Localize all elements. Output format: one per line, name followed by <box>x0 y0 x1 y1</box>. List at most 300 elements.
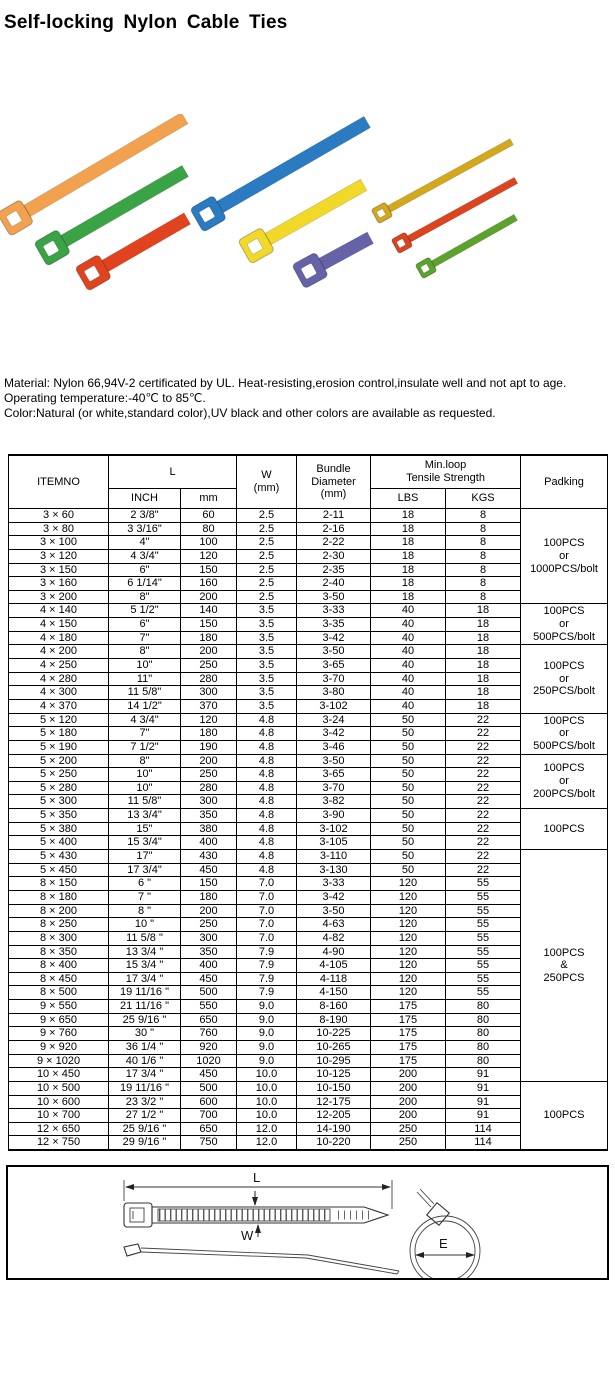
table-row <box>9 1081 608 1095</box>
cable-tie-green-small <box>415 210 520 278</box>
bundle-diameter-cell: 4-90 <box>297 945 371 959</box>
lbs-cell: 40 <box>371 659 446 673</box>
itemno-cell: 3 × 160 <box>9 577 109 591</box>
inch-cell: 10" <box>109 768 181 782</box>
itemno-cell: 3 × 60 <box>9 509 109 523</box>
w-cell: 3.5 <box>237 645 297 659</box>
mm-cell: 140 <box>181 604 237 618</box>
itemno-cell: 4 × 300 <box>9 686 109 700</box>
table-row <box>9 795 608 809</box>
itemno-cell: 3 × 100 <box>9 536 109 550</box>
label-E: E <box>439 1236 448 1252</box>
mm-cell: 380 <box>181 822 237 836</box>
mm-cell: 750 <box>181 1136 237 1150</box>
inch-cell: 30 " <box>109 1027 181 1041</box>
w-cell: 2.5 <box>237 522 297 536</box>
color-note: Color:Natural (or white,standard color),UV black and other colors are available as requested. <box>4 406 496 420</box>
col-width <box>237 455 297 509</box>
bundle-diameter-cell: 3-130 <box>297 863 371 877</box>
bundle-diameter-cell: 3-42 <box>297 727 371 741</box>
mm-cell: 190 <box>181 740 237 754</box>
lbs-cell: 175 <box>371 1054 446 1068</box>
mm-cell: 80 <box>181 522 237 536</box>
itemno-cell: 3 × 120 <box>9 549 109 563</box>
inch-cell: 14 1/2" <box>109 699 181 713</box>
lbs-cell: 175 <box>371 1027 446 1041</box>
bundle-diameter-cell: 3-102 <box>297 699 371 713</box>
lbs-cell: 50 <box>371 850 446 864</box>
kgs-cell: 22 <box>446 727 521 741</box>
table-row <box>9 1027 608 1041</box>
kgs-cell: 18 <box>446 672 521 686</box>
w-cell: 12.0 <box>237 1122 297 1136</box>
mm-cell: 400 <box>181 836 237 850</box>
lbs-cell: 50 <box>371 822 446 836</box>
bundle-diameter-cell: 3-35 <box>297 618 371 632</box>
bundle-diameter-cell: 3-110 <box>297 850 371 864</box>
dimension-diagram <box>6 1165 609 1280</box>
lbs-cell: 18 <box>371 563 446 577</box>
mm-cell: 200 <box>181 904 237 918</box>
lbs-cell: 120 <box>371 877 446 891</box>
kgs-cell: 22 <box>446 768 521 782</box>
table-row <box>9 1095 608 1109</box>
w-cell: 7.0 <box>237 890 297 904</box>
kgs-cell: 55 <box>446 959 521 973</box>
itemno-cell: 9 × 760 <box>9 1027 109 1041</box>
kgs-cell: 55 <box>446 890 521 904</box>
kgs-cell: 18 <box>446 604 521 618</box>
packing-cell: 100PCS or 500PCS/bolt <box>521 604 608 645</box>
bundle-diameter-cell: 14-190 <box>297 1122 371 1136</box>
itemno-cell: 10 × 600 <box>9 1095 109 1109</box>
kgs-cell: 22 <box>446 809 521 823</box>
inch-cell: 36 1/4 " <box>109 1040 181 1054</box>
w-cell: 2.5 <box>237 563 297 577</box>
bundle-diameter-cell: 3-50 <box>297 754 371 768</box>
bundle-diameter-cell: 8-190 <box>297 1013 371 1027</box>
itemno-cell: 5 × 180 <box>9 727 109 741</box>
lbs-cell: 50 <box>371 795 446 809</box>
inch-cell: 10" <box>109 659 181 673</box>
itemno-cell: 9 × 550 <box>9 1000 109 1014</box>
lbs-cell: 50 <box>371 768 446 782</box>
lbs-cell: 18 <box>371 536 446 550</box>
col-packing: Padking <box>521 455 608 509</box>
bundle-diameter-cell: 10-125 <box>297 1068 371 1082</box>
kgs-cell: 55 <box>446 918 521 932</box>
bundle-diameter-cell: 3-33 <box>297 604 371 618</box>
cable-tie-top-view <box>124 1203 388 1227</box>
mm-cell: 650 <box>181 1122 237 1136</box>
table-row <box>9 781 608 795</box>
bundle-diameter-cell: 3-102 <box>297 822 371 836</box>
bundle-diameter-cell: 3-65 <box>297 768 371 782</box>
w-cell: 4.8 <box>237 768 297 782</box>
mm-cell: 150 <box>181 618 237 632</box>
inch-cell: 8" <box>109 590 181 604</box>
w-cell: 3.5 <box>237 618 297 632</box>
mm-cell: 180 <box>181 727 237 741</box>
width-dimension <box>241 1191 258 1243</box>
itemno-cell: 3 × 200 <box>9 590 109 604</box>
lbs-cell: 40 <box>371 631 446 645</box>
w-cell: 7.9 <box>237 959 297 973</box>
kgs-cell: 55 <box>446 986 521 1000</box>
packing-cell: 100PCS or 500PCS/bolt <box>521 713 608 754</box>
table-row <box>9 822 608 836</box>
lbs-cell: 250 <box>371 1122 446 1136</box>
kgs-cell: 91 <box>446 1109 521 1123</box>
product-photos <box>0 114 615 334</box>
col-itemno: ITEMNO <box>9 455 109 509</box>
bundle-diameter-cell: 4-118 <box>297 972 371 986</box>
table-row <box>9 604 608 618</box>
cable-tie-blue <box>190 114 374 232</box>
w-cell: 9.0 <box>237 1013 297 1027</box>
itemno-cell: 8 × 300 <box>9 931 109 945</box>
inch-cell: 8" <box>109 754 181 768</box>
kgs-cell: 18 <box>446 699 521 713</box>
lbs-cell: 120 <box>371 959 446 973</box>
bundle-diameter-cell: 3-50 <box>297 645 371 659</box>
inch-cell: 11 5/8" <box>109 795 181 809</box>
inch-cell: 10" <box>109 781 181 795</box>
mm-cell: 400 <box>181 959 237 973</box>
inch-cell: 17 3/4" <box>109 863 181 877</box>
bundle-diameter-cell: 10-220 <box>297 1136 371 1150</box>
table-row <box>9 754 608 768</box>
kgs-cell: 22 <box>446 850 521 864</box>
inch-cell: 4" <box>109 536 181 550</box>
lbs-cell: 120 <box>371 931 446 945</box>
kgs-cell: 18 <box>446 686 521 700</box>
w-cell: 4.8 <box>237 740 297 754</box>
material-note: Material: Nylon 66,94V-2 certificated by UL. Heat-resisting,erosion control,insulate well and not apt to age. <box>4 376 567 390</box>
kgs-cell: 55 <box>446 972 521 986</box>
col-kgs: KGS <box>446 489 521 509</box>
inch-cell: 25 9/16 " <box>109 1122 181 1136</box>
kgs-cell: 80 <box>446 1013 521 1027</box>
itemno-cell: 10 × 700 <box>9 1109 109 1123</box>
w-cell: 4.8 <box>237 781 297 795</box>
w-cell: 10.0 <box>237 1068 297 1082</box>
cable-ties-photo <box>0 114 615 334</box>
bundle-diameter-cell: 3-42 <box>297 631 371 645</box>
table-row <box>9 1000 608 1014</box>
w-cell: 10.0 <box>237 1109 297 1123</box>
inch-cell: 8 " <box>109 904 181 918</box>
header-line: Diameter <box>311 475 356 488</box>
inch-cell: 10 " <box>109 918 181 932</box>
kgs-cell: 80 <box>446 1027 521 1041</box>
lbs-cell: 40 <box>371 604 446 618</box>
col-min-loop-tensile <box>371 455 521 489</box>
w-cell: 2.5 <box>237 509 297 523</box>
itemno-cell: 5 × 280 <box>9 781 109 795</box>
temperature-note: Operating temperature:-40℃ to 85℃. <box>4 391 206 405</box>
mm-cell: 280 <box>181 781 237 795</box>
table-row <box>9 522 608 536</box>
table-row <box>9 890 608 904</box>
w-cell: 12.0 <box>237 1136 297 1150</box>
table-row <box>9 836 608 850</box>
mm-cell: 160 <box>181 577 237 591</box>
lbs-cell: 18 <box>371 509 446 523</box>
w-cell: 4.8 <box>237 713 297 727</box>
kgs-cell: 80 <box>446 1054 521 1068</box>
lbs-cell: 50 <box>371 809 446 823</box>
inch-cell: 29 9/16 " <box>109 1136 181 1150</box>
kgs-cell: 22 <box>446 781 521 795</box>
inch-cell: 7 " <box>109 890 181 904</box>
w-cell: 7.9 <box>237 945 297 959</box>
length-dimension <box>124 1170 392 1209</box>
header-line: (mm) <box>253 482 280 494</box>
w-cell: 4.8 <box>237 822 297 836</box>
cable-tie-side-view <box>124 1244 399 1274</box>
itemno-cell: 3 × 80 <box>9 522 109 536</box>
lbs-cell: 40 <box>371 618 446 632</box>
cable-tie-green <box>34 159 192 266</box>
mm-cell: 300 <box>181 795 237 809</box>
w-cell: 3.5 <box>237 659 297 673</box>
table-row <box>9 768 608 782</box>
bundle-diameter-cell: 4-63 <box>297 918 371 932</box>
col-inch: INCH <box>109 489 181 509</box>
table-row <box>9 918 608 932</box>
cable-tie-red-small <box>391 173 520 253</box>
table-row <box>9 631 608 645</box>
inch-cell: 15" <box>109 822 181 836</box>
kgs-cell: 80 <box>446 1040 521 1054</box>
kgs-cell: 55 <box>446 945 521 959</box>
kgs-cell: 55 <box>446 931 521 945</box>
inch-cell: 17 3/4 " <box>109 972 181 986</box>
table-row <box>9 809 608 823</box>
itemno-cell: 5 × 450 <box>9 863 109 877</box>
mm-cell: 350 <box>181 945 237 959</box>
table-row <box>9 850 608 864</box>
lbs-cell: 120 <box>371 904 446 918</box>
w-cell: 4.8 <box>237 863 297 877</box>
lbs-cell: 50 <box>371 740 446 754</box>
mm-cell: 450 <box>181 1068 237 1082</box>
lbs-cell: 40 <box>371 686 446 700</box>
table-row <box>9 727 608 741</box>
mm-cell: 250 <box>181 918 237 932</box>
table-row <box>9 972 608 986</box>
kgs-cell: 114 <box>446 1122 521 1136</box>
w-cell: 2.5 <box>237 577 297 591</box>
bundle-diameter-cell: 3-105 <box>297 836 371 850</box>
inch-cell: 6" <box>109 618 181 632</box>
mm-cell: 120 <box>181 549 237 563</box>
kgs-cell: 22 <box>446 740 521 754</box>
kgs-cell: 22 <box>446 836 521 850</box>
table-row <box>9 1122 608 1136</box>
table-row <box>9 577 608 591</box>
lbs-cell: 200 <box>371 1081 446 1095</box>
inch-cell: 3 3/16" <box>109 522 181 536</box>
kgs-cell: 18 <box>446 631 521 645</box>
inch-cell: 2 3/8" <box>109 509 181 523</box>
inch-cell: 19 11/16 " <box>109 1081 181 1095</box>
itemno-cell: 5 × 190 <box>9 740 109 754</box>
table-row <box>9 904 608 918</box>
inch-cell: 7" <box>109 727 181 741</box>
mm-cell: 450 <box>181 972 237 986</box>
kgs-cell: 8 <box>446 577 521 591</box>
itemno-cell: 4 × 140 <box>9 604 109 618</box>
mm-cell: 700 <box>181 1109 237 1123</box>
mm-cell: 500 <box>181 1081 237 1095</box>
mm-cell: 600 <box>181 1095 237 1109</box>
bundle-diameter-cell: 3-80 <box>297 686 371 700</box>
kgs-cell: 91 <box>446 1095 521 1109</box>
w-cell: 3.5 <box>237 699 297 713</box>
packing-cell: 100PCS or 1000PCS/bolt <box>521 509 608 604</box>
bundle-diameter-cell: 3-50 <box>297 904 371 918</box>
col-mm: mm <box>181 489 237 509</box>
w-cell: 4.8 <box>237 754 297 768</box>
itemno-cell: 9 × 920 <box>9 1040 109 1054</box>
col-bundle-diameter <box>297 455 371 509</box>
itemno-cell: 4 × 280 <box>9 672 109 686</box>
mm-cell: 100 <box>181 536 237 550</box>
w-cell: 7.0 <box>237 904 297 918</box>
bundle-diameter-cell: 2-16 <box>297 522 371 536</box>
table-row <box>9 659 608 673</box>
packing-cell: 100PCS or 250PCS/bolt <box>521 645 608 713</box>
mm-cell: 200 <box>181 590 237 604</box>
table-row <box>9 877 608 891</box>
cable-tie-purple <box>292 226 377 289</box>
bundle-diameter-cell: 3-82 <box>297 795 371 809</box>
w-cell: 10.0 <box>237 1081 297 1095</box>
w-cell: 9.0 <box>237 1040 297 1054</box>
lbs-cell: 50 <box>371 781 446 795</box>
itemno-cell: 9 × 650 <box>9 1013 109 1027</box>
itemno-cell: 8 × 150 <box>9 877 109 891</box>
bundle-diameter-cell: 4-150 <box>297 986 371 1000</box>
itemno-cell: 4 × 180 <box>9 631 109 645</box>
lbs-cell: 18 <box>371 522 446 536</box>
inch-cell: 13 3/4 " <box>109 945 181 959</box>
bundle-diameter-cell: 2-22 <box>297 536 371 550</box>
kgs-cell: 18 <box>446 659 521 673</box>
bundle-diameter-cell: 10-225 <box>297 1027 371 1041</box>
col-length: L <box>109 455 237 489</box>
header-line: Min.loop <box>424 459 467 472</box>
kgs-cell: 8 <box>446 536 521 550</box>
kgs-cell: 8 <box>446 522 521 536</box>
mm-cell: 200 <box>181 645 237 659</box>
kgs-cell: 22 <box>446 863 521 877</box>
mm-cell: 200 <box>181 754 237 768</box>
table-row <box>9 863 608 877</box>
packing-cell: 100PCS <box>521 809 608 850</box>
dimension-drawing <box>8 1167 607 1278</box>
inch-cell: 40 1/6 " <box>109 1054 181 1068</box>
table-row <box>9 618 608 632</box>
w-cell: 3.5 <box>237 672 297 686</box>
packing-cell: 100PCS <box>521 1081 608 1150</box>
lbs-cell: 40 <box>371 672 446 686</box>
itemno-cell: 5 × 300 <box>9 795 109 809</box>
w-cell: 7.0 <box>237 877 297 891</box>
spec-table-header <box>9 455 608 509</box>
table-row <box>9 945 608 959</box>
lbs-cell: 50 <box>371 727 446 741</box>
bundle-diameter-cell: 3-70 <box>297 672 371 686</box>
inch-cell: 19 11/16 " <box>109 986 181 1000</box>
w-cell: 9.0 <box>237 1000 297 1014</box>
lbs-cell: 50 <box>371 713 446 727</box>
itemno-cell: 8 × 500 <box>9 986 109 1000</box>
cable-tie-gold <box>371 135 516 224</box>
w-cell: 7.9 <box>237 986 297 1000</box>
kgs-cell: 91 <box>446 1068 521 1082</box>
kgs-cell: 22 <box>446 754 521 768</box>
lbs-cell: 50 <box>371 754 446 768</box>
inch-cell: 25 9/16 " <box>109 1013 181 1027</box>
w-cell: 7.0 <box>237 931 297 945</box>
mm-cell: 120 <box>181 713 237 727</box>
bundle-diameter-cell: 10-265 <box>297 1040 371 1054</box>
mm-cell: 350 <box>181 809 237 823</box>
w-cell: 7.0 <box>237 918 297 932</box>
w-cell: 9.0 <box>237 1054 297 1068</box>
lbs-cell: 40 <box>371 645 446 659</box>
lbs-cell: 200 <box>371 1068 446 1082</box>
lbs-cell: 18 <box>371 577 446 591</box>
bundle-diameter-cell: 3-24 <box>297 713 371 727</box>
inch-cell: 23 3/2 " <box>109 1095 181 1109</box>
lbs-cell: 120 <box>371 972 446 986</box>
mm-cell: 450 <box>181 863 237 877</box>
table-row <box>9 509 608 523</box>
lbs-cell: 120 <box>371 945 446 959</box>
itemno-cell: 8 × 250 <box>9 918 109 932</box>
spec-table <box>8 454 608 1151</box>
table-row <box>9 686 608 700</box>
bundle-diameter-cell: 3-70 <box>297 781 371 795</box>
itemno-cell: 8 × 180 <box>9 890 109 904</box>
kgs-cell: 22 <box>446 795 521 809</box>
table-row <box>9 672 608 686</box>
lbs-cell: 18 <box>371 590 446 604</box>
inch-cell: 11" <box>109 672 181 686</box>
bundle-diameter-cell: 4-82 <box>297 931 371 945</box>
bundle-diameter-cell: 10-150 <box>297 1081 371 1095</box>
packing-cell: 100PCS & 250PCS <box>521 850 608 1082</box>
table-row <box>9 1054 608 1068</box>
table-row <box>9 549 608 563</box>
w-cell: 2.5 <box>237 549 297 563</box>
bundle-diameter-cell: 3-50 <box>297 590 371 604</box>
kgs-cell: 55 <box>446 904 521 918</box>
inch-cell: 7 1/2" <box>109 740 181 754</box>
kgs-cell: 8 <box>446 590 521 604</box>
bundle-diameter-cell: 4-105 <box>297 959 371 973</box>
bundle-diameter-cell: 10-295 <box>297 1054 371 1068</box>
kgs-cell: 22 <box>446 822 521 836</box>
itemno-cell: 9 × 1020 <box>9 1054 109 1068</box>
mm-cell: 250 <box>181 659 237 673</box>
inch-cell: 6 " <box>109 877 181 891</box>
table-row <box>9 645 608 659</box>
